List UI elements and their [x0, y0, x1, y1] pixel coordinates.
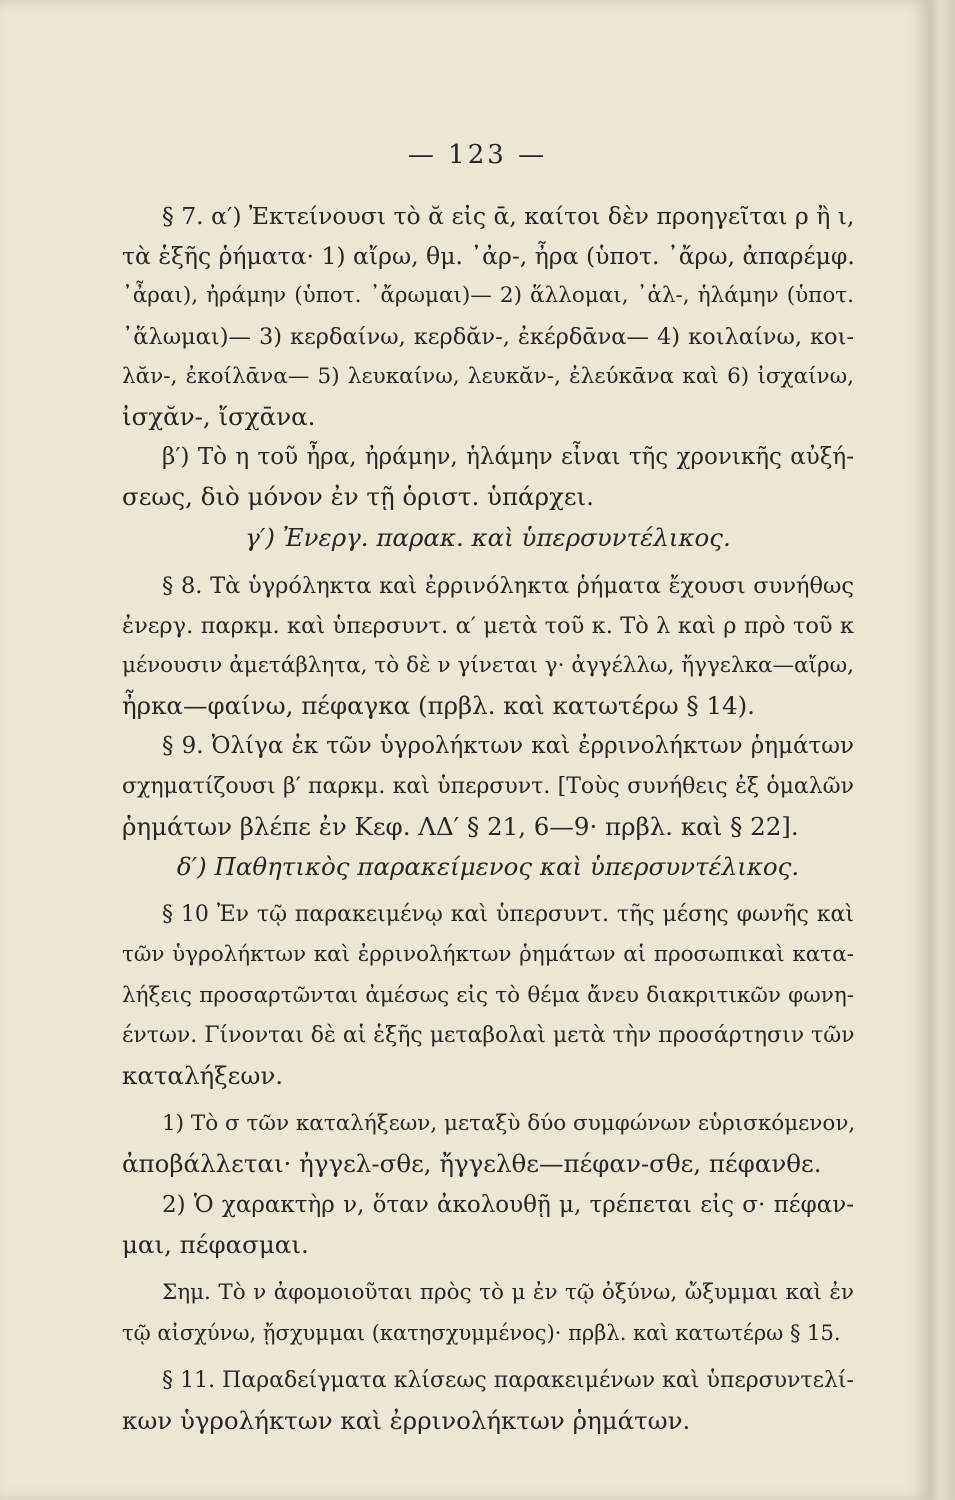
section-heading: γ′) Ἐνεργ. παρακ. καὶ ὑπερσυντέλικος.	[245, 522, 731, 552]
paragraph-10-rule-1	[122, 1104, 854, 1184]
text-line: μαι, πέφασμαι.	[122, 1229, 309, 1259]
text-line: μένουσιν ἀμετάβλητα, τὸ δὲ ν γίνεται γ· ἀγγέλλω, ἤγγελκα—αἴρω,	[122, 653, 854, 679]
section-heading-gamma	[122, 518, 854, 558]
text-line: 1) Τὸ σ τῶν καταλήξεων, μεταξὺ δύο συμφώνων εὑρισκόμενον,	[162, 1111, 856, 1137]
text-line: § 7. α′) Ἐκτείνουσι τὸ ᾰ εἰς ᾱ, καίτοι δὲν προηγεῖται ρ ἢ ι,	[162, 202, 855, 230]
text-line: § 9. Ὀλίγα ἐκ τῶν ὑγρολήκτων καὶ ἐρρινολήκτων ῥημάτων	[162, 733, 854, 760]
page-edge	[930, 0, 955, 1500]
text-line: καταλήξεων.	[122, 1060, 284, 1090]
text-line: ἀποβάλλεται· ἠγγελ-σθε, ἤγγελθε—πέφαν-σθε, πέφανθε.	[122, 1149, 822, 1179]
paragraph-8	[122, 566, 854, 727]
section-heading-delta	[122, 847, 854, 887]
text-line: τῷ αἰσχύνω, ᾔσχυμμαι (κατησχυμμένος)· πρβλ. καὶ κατωτέρω § 15.	[122, 1321, 841, 1346]
text-line: ἦρκα—φαίνω, πέφαγκα (πρβλ. καὶ κατωτέρω § 14).	[122, 691, 755, 721]
text-line: κων ὑγρολήκτων καὶ ἐρρινολήκτων ῥημάτων.	[122, 1406, 691, 1436]
page-number: — 123 —	[407, 140, 548, 170]
text-line: ᾽ἆραι), ἠράμην (ὑποτ. ᾽ἄρωμαι)— 2) ἅλλομαι, ᾽ἁλ-, ἡλάμην (ὑποτ.	[122, 283, 854, 309]
paragraph-11	[122, 1361, 854, 1441]
paragraph-7-beta	[122, 437, 854, 517]
text-line: τῶν ὑγρολήκτων καὶ ἐρρινολήκτων ῥημάτων αἱ προσωπικαὶ κατα-	[122, 942, 854, 968]
section-heading: δ′) Παθητικὸς παρακείμενος καὶ ὑπερσυντέλικος.	[176, 852, 800, 881]
text-line: ῥημάτων βλέπε ἐν Κεφ. ΛΔ′ § 21, 6—9· πρβλ. καὶ § 22].	[122, 811, 799, 841]
text-line: Σημ. Τὸ ν ἀφομοιοῦται πρὸς τὸ μ ἐν τῷ ὀξύνω, ὤξυμμαι καὶ ἐν	[162, 1279, 854, 1305]
paragraph-9	[122, 726, 854, 847]
text-line: τὰ ἑξῆς ῥήματα· 1) αἴρω, θμ. ᾽ἀρ-, ἦρα (ὑποτ. ᾽ἄρω, ἀπαρέμφ.	[122, 242, 855, 271]
text-line: έντων. Γίνονται δὲ αἱ ἑξῆς μεταβολαὶ μετὰ τὴν προσάρτησιν τῶν	[122, 1022, 855, 1048]
text-line: λᾰν-, ἐκοίλᾱνα— 5) λευκαίνω, λευκᾰν-, ἐλεύκᾱνα καὶ 6) ἰσχαίνω,	[122, 363, 854, 389]
paragraph-10-rule-2	[122, 1185, 854, 1265]
text-line: σχηματίζουσι β′ παρκμ. καὶ ὑπερσυντ. [Τοὺς συνήθεις ἐξ ὁμαλῶν	[122, 773, 854, 799]
text-line: § 11. Παραδείγματα κλίσεως παρακειμένων καὶ ὑπερσυντελί-	[162, 1368, 854, 1394]
paragraph-7	[122, 196, 854, 437]
paragraph-note	[122, 1273, 854, 1353]
text-line: ἰσχᾰν-, ἴσχᾱνα.	[122, 401, 316, 431]
text-line: λήξεις προσαρτῶνται ἀμέσως εἰς τὸ θέμα ἄνευ διακριτικῶν φωνη-	[122, 982, 854, 1008]
text-line: § 10 Ἐν τῷ παρακειμένῳ καὶ ὑπερσυντ. τῆς μέσης φωνῆς καὶ	[162, 902, 854, 928]
text-line: β′) Τὸ η τοῦ ἦρα, ἠράμην, ἡλάμην εἶναι τῆς χρονικῆς αὐξή-	[162, 444, 854, 471]
text-line: § 8. Τὰ ὑγρόληκτα καὶ ἐρρινόληκτα ῥήματα ἔχουσι συνήθως	[162, 572, 854, 599]
text-line: σεως, διὸ μόνον ἐν τῇ ὁριστ. ὑπάρχει.	[122, 482, 594, 512]
page-body	[122, 196, 854, 1442]
paragraph-10	[122, 895, 854, 1096]
text-line: 2) Ὁ χαρακτὴρ ν, ὅταν ἀκολουθῇ μ, τρέπεται εἰς σ· πέφαν-	[162, 1191, 854, 1218]
text-line: ἐνεργ. παρκμ. καὶ ὑπερσυντ. α′ μετὰ τοῦ κ. Τὸ λ καὶ ρ πρὸ τοῦ κ	[122, 612, 854, 639]
text-line: ᾽ἅλωμαι)— 3) κερδαίνω, κερδᾰν-, ἐκέρδᾱνα— 4) κοιλαίνω, κοι-	[122, 323, 854, 350]
